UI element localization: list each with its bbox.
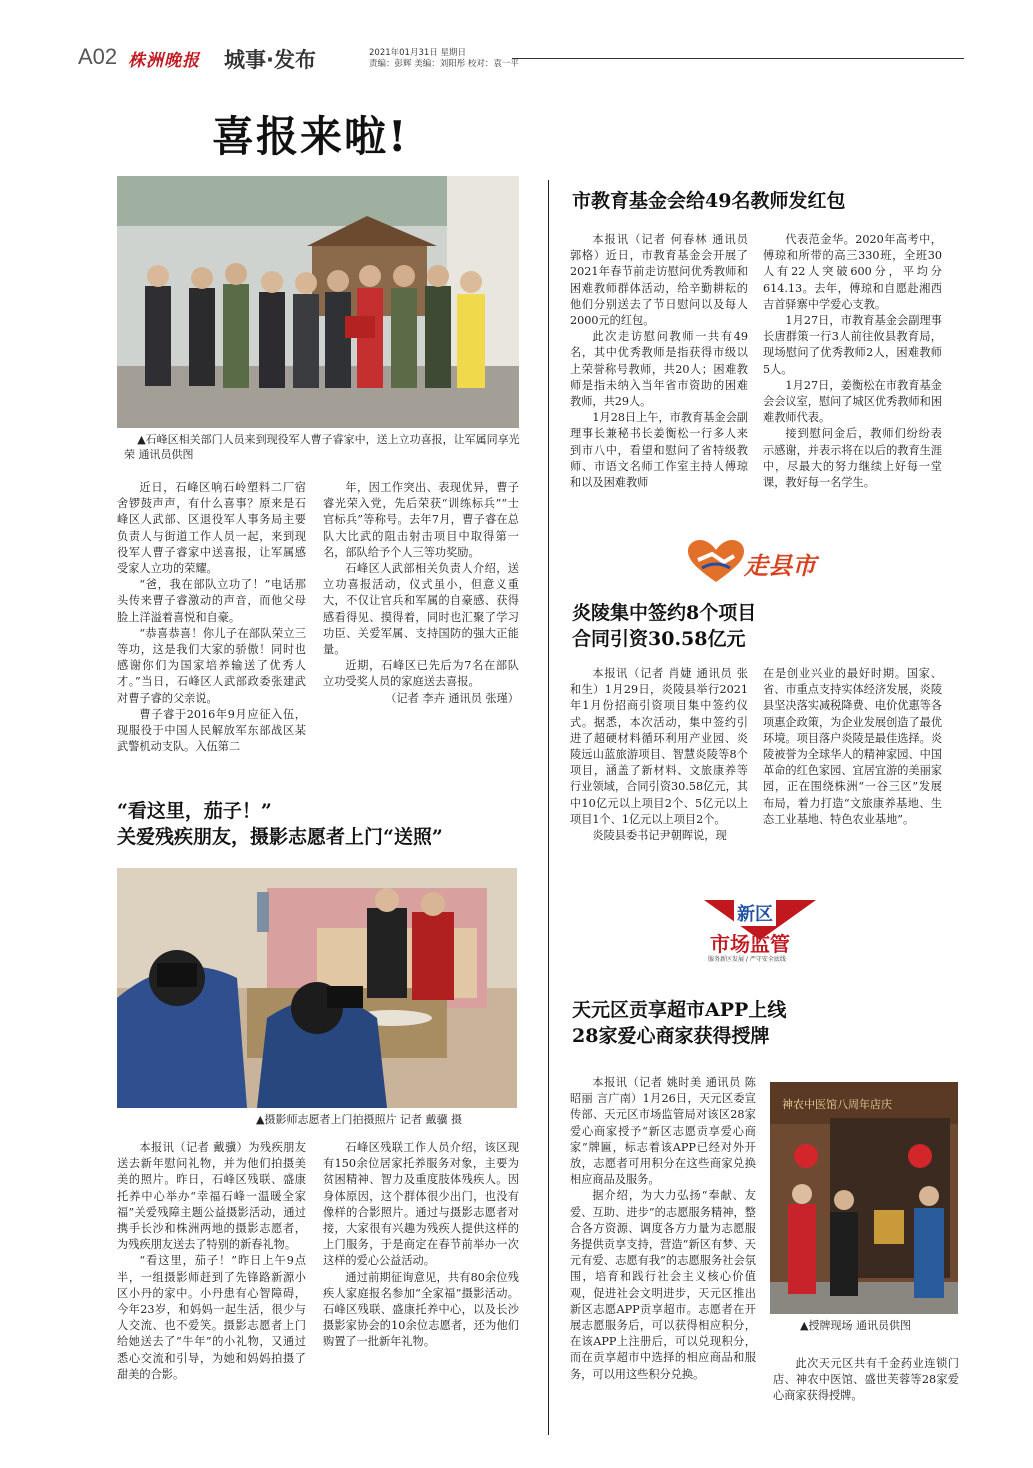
story3-column-1 xyxy=(570,232,748,491)
paper-logo: 株洲晚报 xyxy=(128,51,200,71)
paragraph: 1月28日上午，市教育基金会副理事长兼秘书长姜衡松一行多人来到市八中，看望和慰问了省特级教师、市语文名师工作室主持人傅琼和以及困难教师 xyxy=(570,411,748,490)
story4-headline-2: 合同引资30.58亿元 xyxy=(572,628,746,650)
story1-column-2 xyxy=(323,480,519,707)
market-logo-line1: 新区 xyxy=(734,900,776,926)
page-header xyxy=(0,0,1033,80)
paragraph: “爸，我在部队立功了！”电话那头传来曹子睿激动的声音，而他父母脸上洋溢着喜悦和自豪。 xyxy=(117,578,306,624)
issue-date: 2021年01月31日 星期日 xyxy=(369,48,466,58)
editor-credits: 责编：彭辉 美编：刘阳彤 校对：袁一平 xyxy=(369,59,519,69)
paragraph: 代表范金华。2020年高考中，傅琼和所带的高三330班，全班30人有22人突破600分，平均分614.13。去年，傅琼和自愿赴湘西吉首驿寨中学爱心支教。 xyxy=(763,233,942,311)
paragraph: 石峰区残联工作人员介绍，该区现有150余位居家托养服务对象，主要为贫困精神、智力及重度肢体残疾人。因身体原因，这个群体很少出门，也没有像样的合影照片。通过与摄影志愿者对接，大家很有兴趣为残疾人提供这样的上门服务，于是商定在春节前举办一次这样的爱心公益活动。 xyxy=(323,1141,519,1268)
paragraph: 本报讯（记者 何春林 通讯员 郭格）近日，市教育基金会开展了2021年春节前走访慰问优秀教师和困难教师群体活动，给辛勤耕耘的他们分别送去了节日慰问以及每人2000元的红包。 xyxy=(570,233,748,328)
paragraph: 近期，石峰区已先后为7名在部队立功受奖人员的家庭送去喜报。 xyxy=(323,659,519,689)
header-rule xyxy=(512,58,964,59)
section-title: 城事·发布 xyxy=(224,48,316,72)
paragraph: 曹子睿于2016年9月应征入伍，现服役于中国人民解放军东部战区某武警机动支队。入伍第二 xyxy=(117,707,306,754)
paragraph: 炎陵县委书记尹朝晖说，现 xyxy=(592,829,727,843)
county-section-logo xyxy=(686,538,846,586)
story4-column-2 xyxy=(763,666,942,828)
story5-headline-1: 天元区贡享超市APP上线 xyxy=(572,999,787,1021)
handshake-heart-icon xyxy=(686,538,746,586)
paragraph: 此次走访慰问教师一共有49名，其中优秀教师是指获得市级以上荣誉称号教师，共20人；困难教师是指未纳入当年省市资助的困难教师，共29人。 xyxy=(570,330,748,409)
photo-caption-volunteers: ▲摄影师志愿者上门拍摄照片 记者 戴骥 摄 xyxy=(256,1113,462,1126)
market-section-logo xyxy=(700,896,820,968)
story5-tail xyxy=(773,1356,959,1405)
paragraph: 1月27日，姜衡松在市教育基金会会议室，慰问了城区优秀教师和困难教师代表。 xyxy=(763,378,943,425)
story4-column-1 xyxy=(570,666,748,844)
paragraph: 接到慰问金后，教师们纷纷表示感谢，并表示将在以后的教育生涯中，尽最大的努力继续上好每一堂课，教好每一名学生。 xyxy=(763,427,943,490)
photo-military-family-image xyxy=(117,176,519,428)
paragraph: 据介绍，为大力弘扬“奉献、友爱、互助、进步”的志愿服务精神，整合各方资源、调度各方力量为志愿服务提供贡享支持，营造“新区有梦、天元有爱、志愿有我”的志愿服务社会氛围，培育和践行社会主义核心价值观，促进社会文明进步，天元区推出新区志愿APP贡享超市。志愿者在开展志愿服务后，可以获得相应积分，在该APP上注册后，可以兑现积分，而在贡享超市中选择的相应商品和服务，可以用这些积分兑换。 xyxy=(570,1189,756,1381)
story3-headline: 市教育基金会给49名教师发红包 xyxy=(572,190,846,212)
paragraph: 近日，石峰区响石岭塑料二厂宿舍锣鼓声声，有什么喜事？原来是石峰区人武部、区退役军人事务局主要负责人与街道工作人员一起，来到现役军人曹子睿家中送喜报，让军属感受家人立功的荣耀。 xyxy=(117,481,306,576)
paragraph: 石峰区人武部相关负责人介绍，送立功喜报活动，仪式虽小，但意义重大，不仅让官兵和军属的自豪感、获得感看得见、摸得着，同时也汇聚了学习功臣、关爱军属、支持国防的强大正能量。 xyxy=(323,562,519,657)
story2-headline-1: “看这里，茄子！” xyxy=(117,800,272,822)
story1-column-1 xyxy=(117,480,306,755)
photo-award-ceremony xyxy=(770,1082,958,1314)
market-logo-tagline: 服务新区发展 / 严守安全底线 xyxy=(708,956,786,963)
story2-headline-2: 关爱残疾朋友，摄影志愿者上门“送照” xyxy=(117,826,443,848)
photo-caption-military: ▲石峰区相关部门人员来到现役军人曹子睿家中，送上立功喜报，让军属同享光荣 通讯员供图 xyxy=(124,433,520,461)
paragraph: 通过前期征询意见，共有80余位残疾人家庭报名参加“全家福”摄影活动。石峰区残联、盛康托养中心，以及长沙摄影家协会的10余位志愿者，还为他们购置了一批新年礼物。 xyxy=(323,1270,519,1349)
paragraph: 年，因工作突出、表现优异，曹子睿光荣入党，先后荣获“训练标兵”“士官标兵”等称号。去年7月，曹子睿在总队大比武的阻击射击项目中取得第一名，部队给予个人三等功奖励。 xyxy=(323,481,519,559)
story5-headline-2: 28家爱心商家获得授牌 xyxy=(572,1025,770,1047)
story2-column-1 xyxy=(117,1140,306,1383)
story5-column-1 xyxy=(570,1075,756,1383)
photo-volunteers-image xyxy=(117,868,517,1108)
paragraph: 本报讯（记者 戴骥）为残疾朋友送去新年慰问礼物，并为他们拍摄美美的照片。昨日，石峰区残联、盛康托养中心举办“幸福石峰一温暖全家福”关爱残障主题公益摄影活动，通过携手长沙和株洲两地的摄影志愿者，为残疾朋友送去了特别的新春礼物。 xyxy=(117,1141,306,1252)
paragraph: 本报讯（记者 姚时美 通讯员 陈昭丽 言广南）1月26日，天元区委宣传部、天元区市场监管局对该区28家爱心商家授予“新区志愿贡享爱心商家”牌匾，标志着该APP已经对外开放，志愿者可用积分在这些商家兑换相应商品及服务。 xyxy=(570,1076,756,1187)
market-logo-line2: 市场监管 xyxy=(710,932,790,956)
paragraph: “恭喜恭喜！你儿子在部队荣立三等功，这是我们大家的骄傲！同时也感谢你们为国家培养输送了优秀人才。”当日，石峰区人武部政委张建武对曹子睿的父亲说。 xyxy=(117,626,306,705)
paragraph: 本报讯（记者 肖婕 通讯员 张和生）1月29日，炎陵县举行2021年1月份招商引资项目集中签约仪式。据悉，本次活动，集中签约引进了超硬材料循环利用产业园、炎陵远山蓝旅游项目、智慧炎陵等8个项目，涵盖了新材料、文旅康养等行业领域，合同引资30.58亿元，其中10亿元以上项目2个、5亿元以上项目1个、1亿元以上项目2个。 xyxy=(570,667,748,826)
paragraph: 在是创业兴业的最好时期。国家、省、市重点支持实体经济发展，炎陵县坚决落实减税降费、电价优惠等各项惠企政策，为企业发展创造了最优环境。项目落户炎陵是最佳选择。炎陵被誉为全球华人的精神家园、中国革命的红色家园、宜居宜游的美丽家园，正在围绕株洲“一谷三区”发展布局，着力打造“文旅康养基地、生态工业基地、特色农业基地”。 xyxy=(763,667,943,826)
page-number: A02 xyxy=(78,44,118,69)
story3-column-2 xyxy=(763,232,942,491)
story2-column-2 xyxy=(323,1140,519,1351)
photo-award-ceremony-image xyxy=(770,1082,958,1314)
photo-military-family xyxy=(117,176,519,428)
paragraph: 1月27日，市教育基金会副理事长唐群策一行3人前往攸县教育局，现场慰问了优秀教师2人，困难教师5人。 xyxy=(763,314,942,376)
photo-caption-award: ▲授牌现场 通讯员供图 xyxy=(800,1319,911,1332)
shop-sign: 神农中医馆八周年店庆 xyxy=(782,1098,892,1111)
photo-volunteers xyxy=(117,868,517,1108)
story4-headline-1: 炎陵集中签约8个项目 xyxy=(572,602,757,624)
paragraph: “看这里，茄子！”昨日上午9点半，一组摄影师赶到了先锋路新源小区小丹的家中。小丹患有心智障碍，今年23岁，和妈妈一起生活，很少与人交流、也不爱笑。摄影志愿者上门给她送去了“牛年”的小礼物，又通过悉心交流和引导，为她和妈妈拍摄了甜美的合影。 xyxy=(117,1254,306,1381)
byline: （记者 李卉 通讯员 张瑾） xyxy=(385,691,519,705)
county-logo-text: 走县市 xyxy=(744,552,816,580)
banner-title: 喜报来啦! xyxy=(212,112,409,161)
paragraph: 此次天元区共有千金药业连锁门店、神农中医馆、盛世芙蓉等28家爱心商家获得授牌。 xyxy=(773,1357,959,1403)
column-divider xyxy=(548,180,549,1435)
